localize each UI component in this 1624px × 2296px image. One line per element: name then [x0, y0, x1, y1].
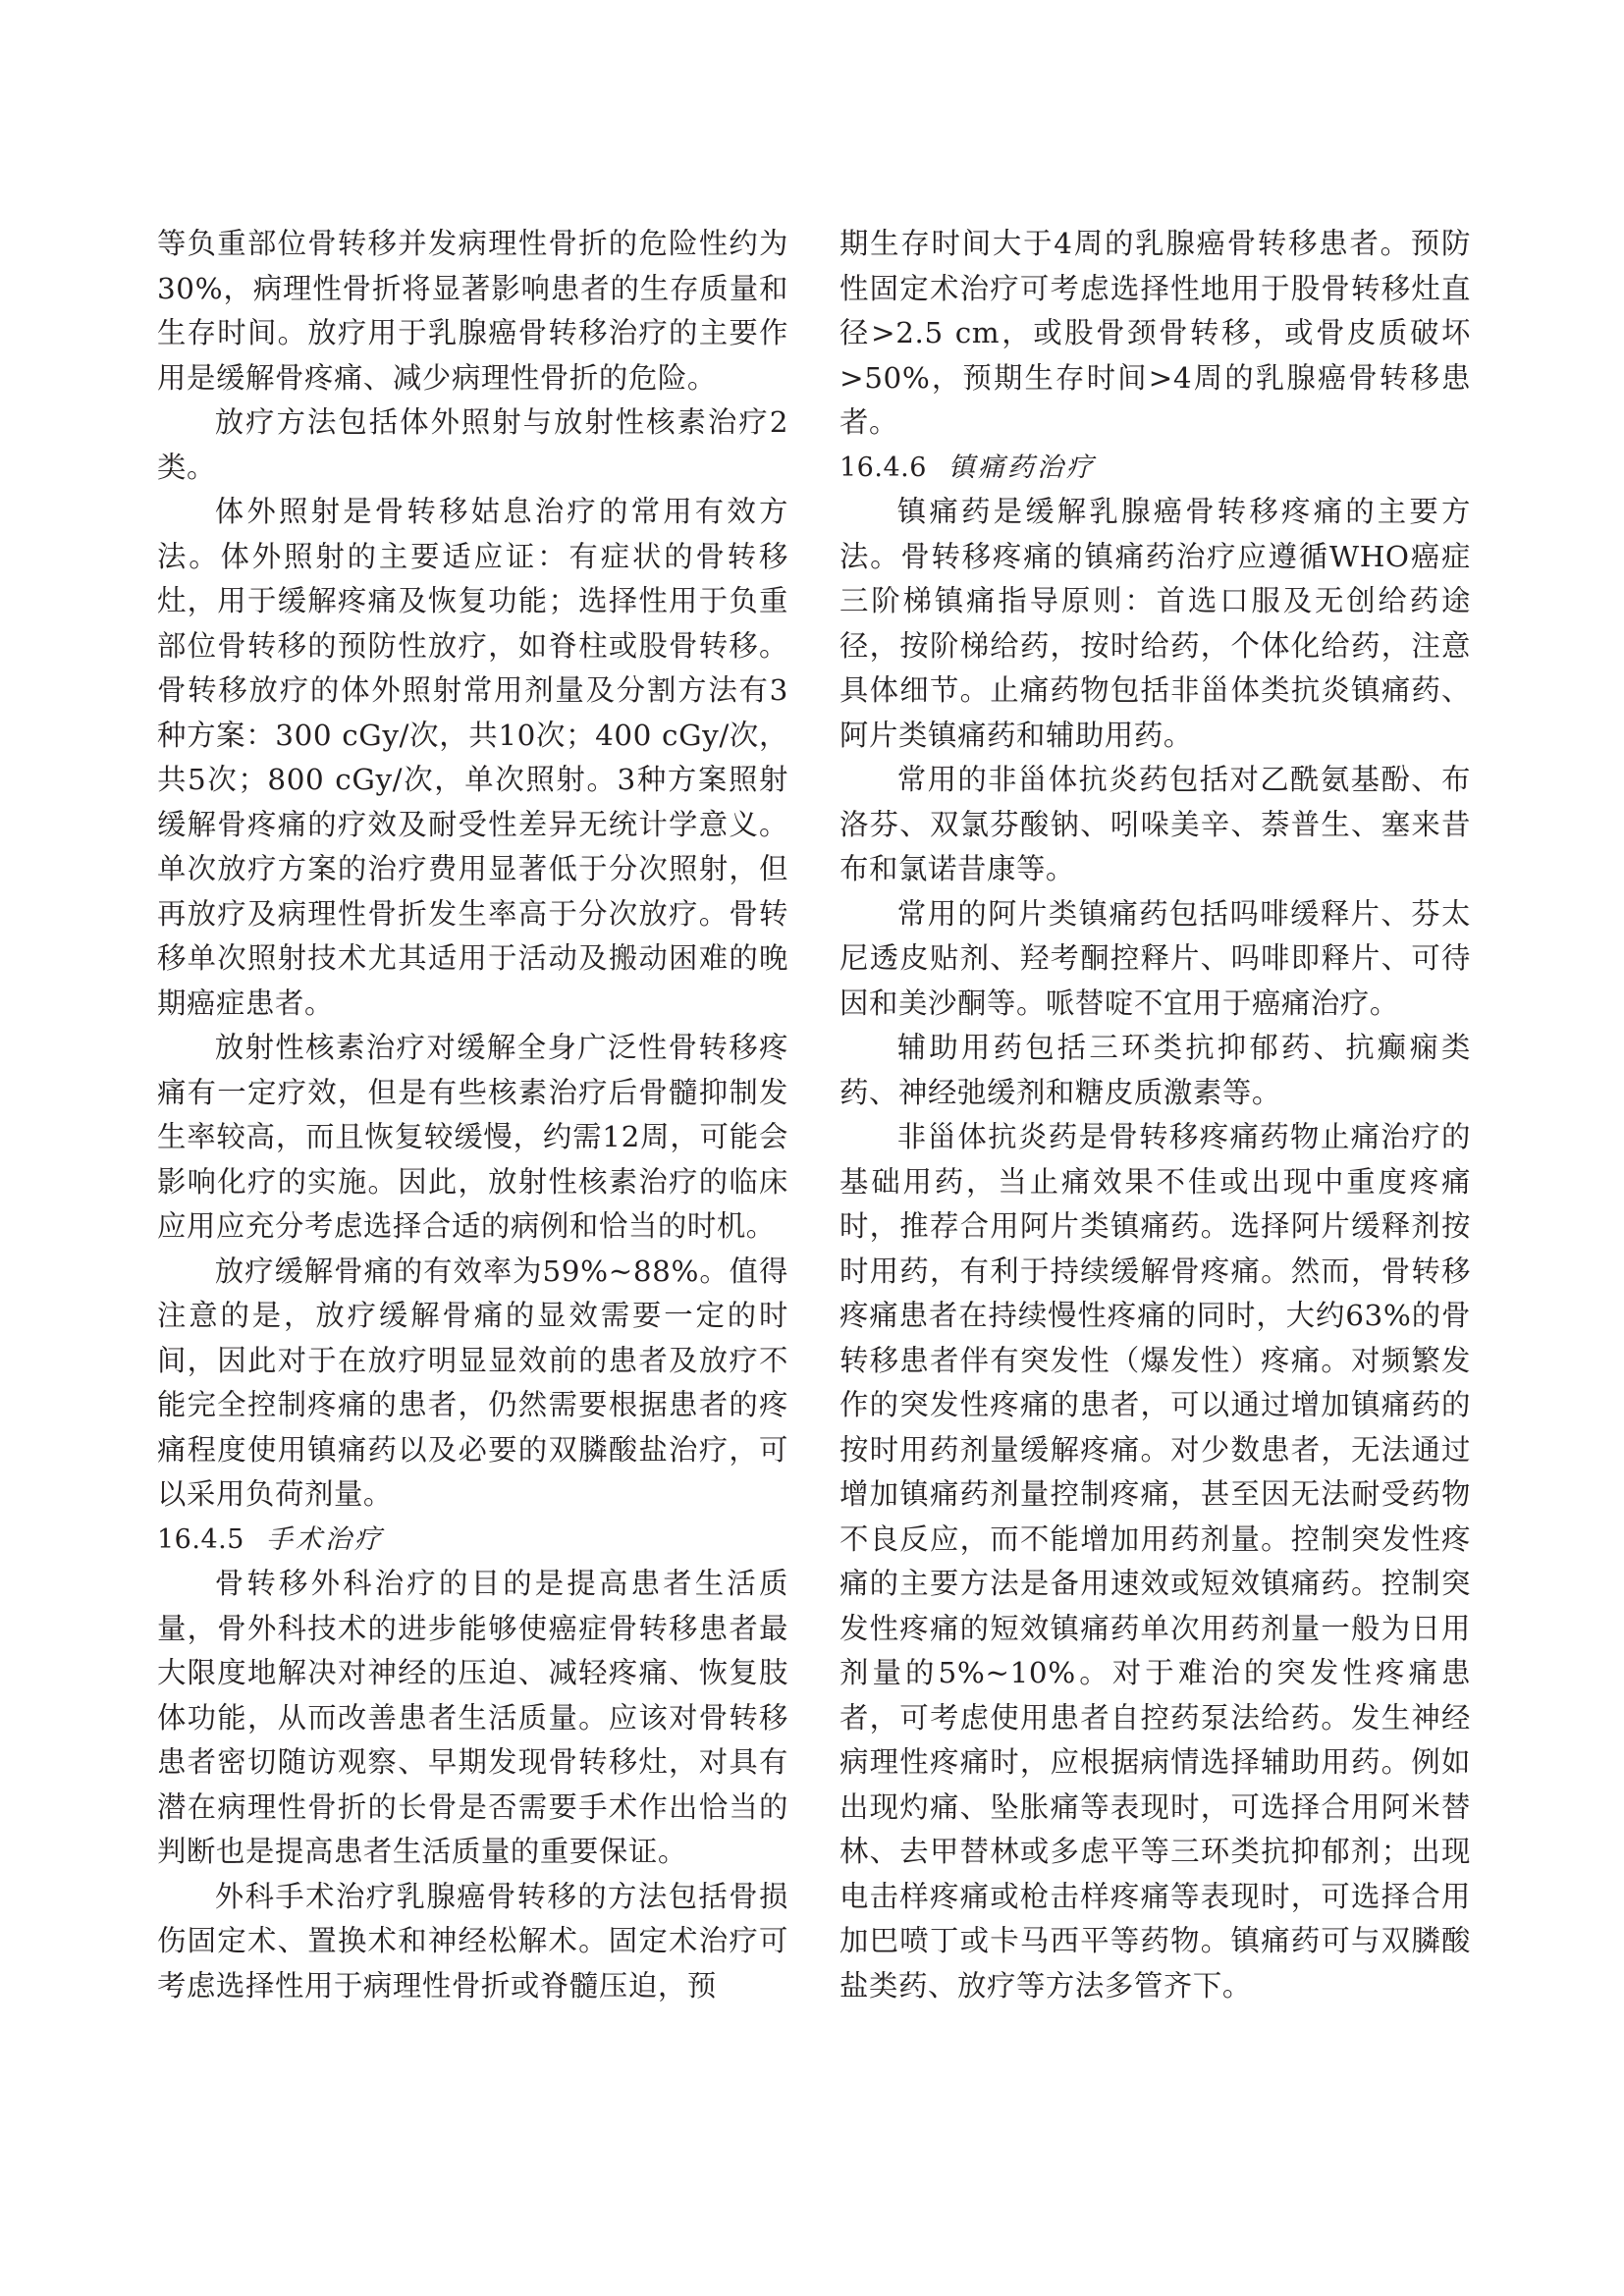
section-title: 手术治疗: [265, 1523, 384, 1555]
paragraph: 骨转移外科治疗的目的是提高患者生活质量，骨外科技术的进步能够使癌症骨转移患者最大限度地解决对神经的压迫、减轻疼痛、恢复肢体功能，从而改善患者生活质量。应该对骨转移患者密切随访观察、早期发现骨转移灶，对具有潜在病理性骨折的长骨是否需要手术作出恰当的判断也是提高患者生活质量的重要保证。: [157, 1567, 788, 1868]
paragraph: 常用的阿片类镇痛药包括吗啡缓释片、芬太尼透皮贴剂、羟考酮控释片、吗啡即释片、可待因和美沙酮等。哌替啶不宜用于癌痛治疗。: [839, 896, 1471, 1020]
paragraph: 常用的非甾体抗炎药包括对乙酰氨基酚、布洛芬、双氯芬酸钠、吲哚美辛、萘普生、塞来昔布和氯诺昔康等。: [839, 763, 1471, 885]
paragraph: 镇痛药是缓解乳腺癌骨转移疼痛的主要方法。骨转移疼痛的镇痛药治疗应遵循WHO癌症三阶梯镇痛指导原则：首选口服及无创给药途径，按阶梯给药，按时给药，个体化给药，注意具体细节。止痛药物包括非甾体类抗炎镇痛药、阿片类镇痛药和辅助用药。: [839, 495, 1471, 752]
paragraph: 等负重部位骨转移并发病理性骨折的危险性约为30%，病理性骨折将显著影响患者的生存质量和生存时间。放疗用于乳腺癌骨转移治疗的主要作用是缓解骨疼痛、减少病理性骨折的危险。: [157, 227, 788, 395]
section-title: 镇痛药治疗: [947, 452, 1096, 483]
paragraph: 放疗方法包括体外照射与放射性核素治疗2类。: [157, 405, 788, 484]
section-heading-16-4-5: [157, 1518, 788, 1563]
paragraph: 外科手术治疗乳腺癌骨转移的方法包括骨损伤固定术、置换术和神经松解术。固定术治疗可考虑选择性用于病理性骨折或脊髓压迫，预: [157, 1879, 788, 2002]
left-column: [157, 222, 788, 2008]
section-number: 16.4.5: [157, 1523, 244, 1555]
section-number: 16.4.6: [839, 452, 927, 483]
section-heading-16-4-6: [839, 446, 1471, 491]
paragraph: 放射性核素治疗对缓解全身广泛性骨转移疼痛有一定疗效，但是有些核素治疗后骨髓抑制发生率较高，而且恢复较缓慢，约需12周，可能会影响化疗的实施。因此，放射性核素治疗的临床应用应充分考虑选择合适的病例和恰当的时机。: [157, 1031, 788, 1243]
paragraph: 体外照射是骨转移姑息治疗的常用有效方法。体外照射的主要适应证：有症状的骨转移灶，用于缓解疼痛及恢复功能；选择性用于负重部位骨转移的预防性放疗，如脊柱或股骨转移。骨转移放疗的体外照射常用剂量及分割方法有3种方案：300 cGy/次，共10次；400 cGy/次，共5次；800 cGy/次，单次照射。3种方案照射缓解骨疼痛的疗效及耐受性差异无统计学意义。单次放疗方案的治疗费用显著低于分次照射，但再放疗及病理性骨折发生率高于分次放疗。骨转移单次照射技术尤其适用于活动及搬动困难的晚期癌症患者。: [157, 495, 788, 1020]
paragraph: 辅助用药包括三环类抗抑郁药、抗癫痫类药、神经弛缓剂和糖皮质激素等。: [839, 1031, 1471, 1109]
paragraph: 放疗缓解骨痛的有效率为59%~88%。值得注意的是，放疗缓解骨痛的显效需要一定的时间，因此对于在放疗明显显效前的患者及放疗不能完全控制疼痛的患者，仍然需要根据患者的疼痛程度使用镇痛药以及必要的双膦酸盐治疗，可以采用负荷剂量。: [157, 1254, 788, 1511]
paragraph: 非甾体抗炎药是骨转移疼痛药物止痛治疗的基础用药，当止痛效果不佳或出现中重度疼痛时，推荐合用阿片类镇痛药。选择阿片缓释剂按时用药，有利于持续缓解骨疼痛。然而，骨转移疼痛患者在持续慢性疼痛的同时，大约63%的骨转移患者伴有突发性（爆发性）疼痛。对频繁发作的突发性疼痛的患者，可以通过增加镇痛药的按时用药剂量缓解疼痛。对少数患者，无法通过增加镇痛药剂量控制疼痛，甚至因无法耐受药物不良反应，而不能增加用药剂量。控制突发性疼痛的主要方法是备用速效或短效镇痛药。控制突发性疼痛的短效镇痛药单次用药剂量一般为日用剂量的5%~10%。对于难治的突发性疼痛患者，可考虑使用患者自控药泵法给药。发生神经病理性疼痛时，应根据病情选择辅助用药。例如出现灼痛、坠胀痛等表现时，可选择合用阿米替林、去甲替林或多虑平等三环类抗抑郁剂；出现电击样疼痛或枪击样疼痛等表现时，可选择合用加巴喷丁或卡马西平等药物。镇痛药可与双膦酸盐类药、放疗等方法多管齐下。: [839, 1120, 1471, 2002]
paragraph: 期生存时间大于4周的乳腺癌骨转移患者。预防性固定术治疗可考虑选择性地用于股骨转移灶直径>2.5 cm，或股骨颈骨转移，或骨皮质破坏>50%，预期生存时间>4周的乳腺癌骨转移患者。: [839, 227, 1471, 439]
right-column: [839, 222, 1471, 2008]
